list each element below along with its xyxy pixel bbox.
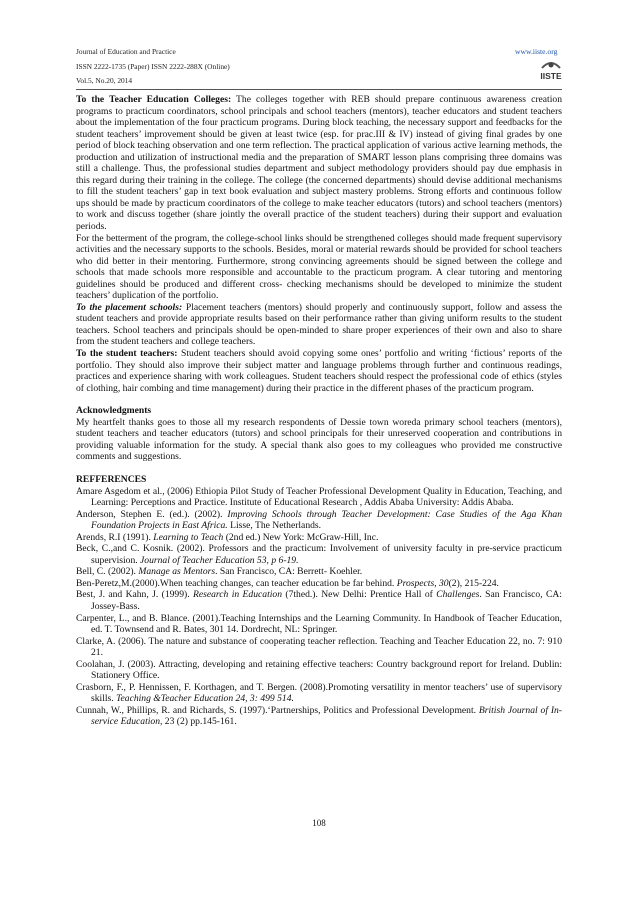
paragraph-text: Placement teachers (mentors) should properly and continuously support, follow and assess the student teachers and provide appropriate results based on their performance rather than giving uniform results to the student teachers. School teachers and principals should be open-minded to share proper experiences of their own and also to share from the student teachers and college teachers. <box>76 301 562 348</box>
article-body <box>76 94 562 728</box>
reference-item: Arends, R.I (1991). Learning to Teach (2nd ed.) New York: McGraw-Hill, Inc. <box>76 531 379 543</box>
reference-item: Ben-Peretz,M.(2000).When teaching changes, can teacher education be far behind. Prospects, 30(2), 215-224. <box>76 577 499 589</box>
volume-line: Vol.5, No.20, 2014 <box>76 76 133 85</box>
reference-item: Clarke, A. (2006). The nature and substance of cooperating teacher reflection. Teaching and Teacher Education 22, no. 7: 910 21. <box>76 635 562 659</box>
reference-item: Best, J. and Kahn, J. (1999). Research in Education (7thed.). New Delhi: Prentice Hall of Challenges. San Francisco, CA: Jossey-Bass. <box>76 589 562 612</box>
recommendation-colleges <box>76 94 562 233</box>
reference-item: Cunnah, W., Phillips, R. and Richards, S. (1997).‘Partnerships, Politics and Professional Development. British Journal of In-service Education, 23 (2) pp.145-161. <box>76 704 563 728</box>
acknowledgments-heading: Acknowledgments <box>76 405 152 417</box>
paragraph-text: Student teachers should avoid copying some ones’ portfolio and writing ‘fictious’ reports of the portfolio. They should also improve their subject matter and language problems through further and continuous readings, practices and experience sharing with work colleagues. Student teachers should respect the professional code of ethics (styles of clothing, hair combing and time management) during their practice in the different phases of the practicum program. <box>76 348 563 394</box>
acknowledgments-text: My heartfelt thanks goes to those all my research respondents of Dessie town woreda primary school teachers (mentors), student teachers and teacher educators (tutors) and school principals for their unreserved cooperation and contributions in providing valuable information for the study. A special thank also goes to my colleagues who provided me constructive comments and suggestions. <box>76 416 562 463</box>
header-divider <box>76 89 562 90</box>
journal-url-link[interactable]: www.iiste.org <box>515 47 558 56</box>
references-heading: REFFERENCES <box>76 473 147 485</box>
reference-item: Amare Asgedom et al., (2006) Ethiopia Pilot Study of Teacher Professional Development Quality in Education, Teaching, and Learning: Perceptions and Practice. Institute of Educational Research , Addis Ababa University: Addis Ababa. <box>76 485 562 509</box>
reference-item: Carpenter, L., and B. Blance. (2001).Teaching Internships and the Learning Community. In Handbook of Teacher Education, ed. T. Townsend and R. Bates, 301 14. Dordrecht, NL: Springer. <box>76 612 562 636</box>
reference-item: Crasborn, F., P. Hennissen, F. Korthagen, and T. Bergen. (2008).Promoting versatility in mentor teachers’ use of supervisory skills. Teaching &Teacher Education 24, 3: 499 514. <box>76 681 562 705</box>
recommendation-student-teachers <box>76 348 562 394</box>
reference-item: Beck, C.,and C. Kosnik. (2002). Professors and the practicum: Involvement of university faculty in pre-service practicum supervision. Journal of Teacher Education 53, p 6-19. <box>76 543 562 566</box>
reference-item: Coolahan, J. (2003). Attracting, developing and retaining effective teachers: Country background report for Ireland. Dublin: Stationery Office. <box>76 658 562 682</box>
iiste-logo <box>536 57 566 83</box>
reference-item: Bell, C. (2002). Manage as Mentors. San Francisco, CA: Berrett- Koehler. <box>76 566 363 578</box>
journal-title: Journal of Education and Practice <box>76 47 176 56</box>
recommendation-placement-schools <box>76 302 562 348</box>
reference-item: Anderson, Stephen E. (ed.). (2002). Improving Schools through Teacher Development: Case Studies of the Aga Khan Foundation Projects in East Africa. Lisse, The Netherlands. <box>76 508 562 532</box>
paragraph-text: The colleges together with REB should prepare continuous awareness creation programs to practicum coordinators, school principals and school teachers (mentors), teacher educators and student teachers about the implementation of the four practicum programs. During block teaching, the necessary support and feedbacks for the student teachers’ improvement should be given at least twice (esp. for prac.III & IV) instead of giving final grades by one period of block teaching observation and one term reflection. The practical application of various active learning methods, the production and utilization of instructional media and the preparation of SMART lesson plans comprising three domains was still a challenge. Thus, the professional studies department and subject methodology providers should pay due emphasis in this regard during their training in the college. The college (the concerned departments) should devise additional mechanisms to fill the student teachers’ gap in text book evaluation and subject mastery problems. Strong efforts and continuous follow ups should be made by practicum coordinators of the college to make teacher educators (tutors) and school teachers (mentors) to work and discuss together (share jointly the overall practice of the student teachers) during their support and evaluation periods. <box>76 94 562 233</box>
page-number: 108 <box>312 818 326 828</box>
paragraph-lead: To the student teachers: <box>76 348 178 360</box>
recommendation-college-school-links: For the betterment of the program, the college-school links should be strengthened colleges should made frequent supervisory activities and the necessary supports to the schools. Besides, moral or material rewards should be provided for school teachers who did better in their mentoring. Furthermore, strong convincing agreements should be signed between the college and schools that made schools more responsible and accountable to the practicum program. A clear tutoring and mentoring guidelines should be produced and different cross- checking mechanisms should be developed to minimize the student teachers’ duplication of the portfolio. <box>76 232 562 302</box>
paragraph-lead: To the Teacher Education Colleges: <box>76 94 232 105</box>
paragraph-lead: To the placement schools: <box>76 301 183 313</box>
issn-line: ISSN 2222-1735 (Paper) ISSN 2222-288X (Online) <box>76 62 230 71</box>
logo-text: IISTE <box>540 71 562 81</box>
